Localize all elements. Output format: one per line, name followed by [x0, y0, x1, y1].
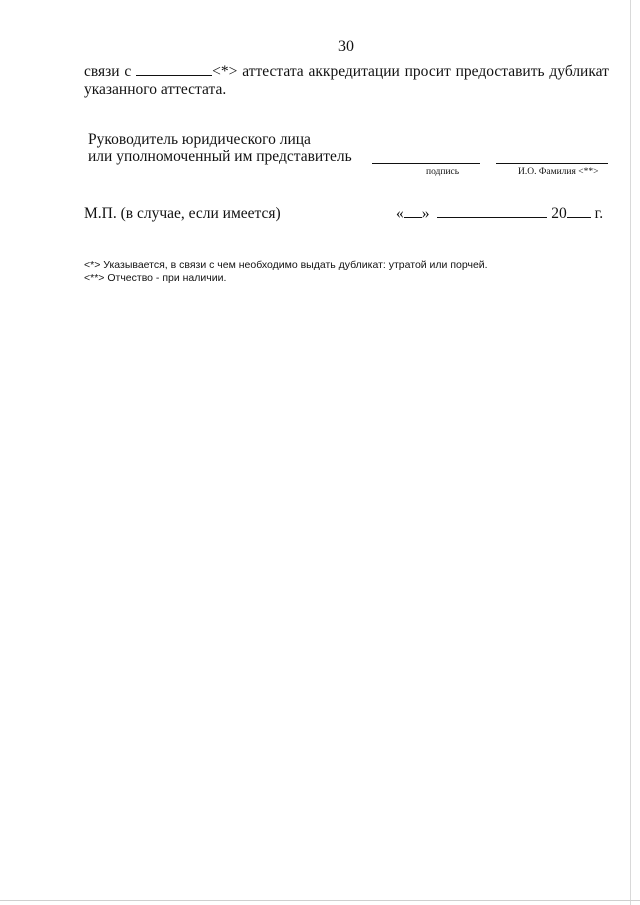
day-blank [404, 205, 422, 218]
page-number: 30 [338, 38, 354, 55]
year-suffix: г. [594, 205, 604, 222]
year-blank [567, 205, 591, 218]
word-predostavit: предоставить [455, 63, 545, 80]
role-line-1: Руководитель юридического лица [88, 131, 311, 148]
month-blank [437, 205, 547, 218]
word-akkreditacii: аккредитации [308, 63, 400, 80]
footnote-marker-1: <*> [212, 63, 238, 80]
scan-edge-right [630, 0, 631, 905]
footnote-2: <**> Отчество - при наличии. [84, 272, 227, 284]
name-caption: И.О. Фамилия <**> [518, 167, 599, 177]
blank-reason-group [136, 63, 237, 81]
quote-close: » [421, 205, 430, 222]
paragraph-line-1 [84, 63, 609, 81]
signature-caption: подпись [426, 167, 460, 177]
footnote-1: <*> Указывается, в связи с чем необходимо выдать дубликат: утратой или порчей. [84, 259, 488, 271]
year-prefix: 20 [551, 205, 567, 222]
word-prosit: просит [404, 63, 451, 80]
word-attestata: аттестата [242, 63, 304, 80]
word-s: с [124, 63, 132, 80]
word-svyazi: связи [84, 63, 120, 80]
stamp-label: М.П. (в случае, если имеется) [84, 205, 281, 222]
quote-open: « [396, 205, 404, 222]
role-line-2: или уполномоченный им представитель [88, 148, 352, 165]
signature-line [372, 163, 480, 164]
paragraph-line-2: указанного аттестата. [84, 81, 227, 98]
word-dublikat: дубликат [549, 63, 609, 80]
date-field [396, 205, 603, 223]
blank-reason [136, 63, 212, 76]
scan-edge-bottom [0, 900, 640, 901]
name-line [496, 163, 608, 164]
